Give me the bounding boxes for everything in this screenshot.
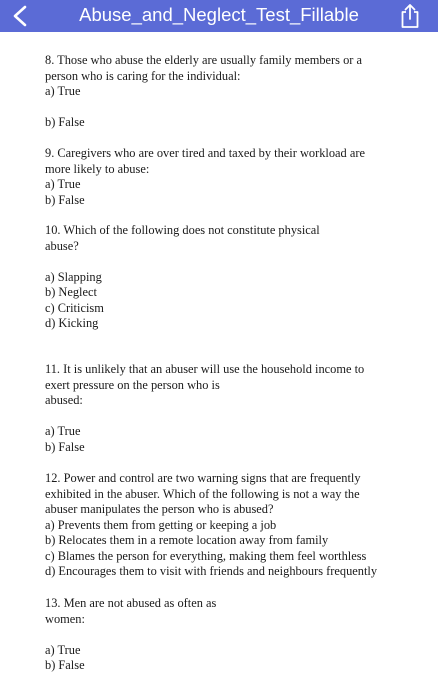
question-12-line-1: 12. Power and control are two warning signs that are frequently [45,471,361,485]
question-12-option-a: a) Prevents them from getting or keeping a job [45,517,277,532]
pdf-document-page [0,32,438,700]
question-12-line-3: abuser manipulates the person who is abused? [45,502,274,516]
question-8-line-1: 8. Those who abuse the elderly are usually family members or a [45,53,363,67]
question-13-line-1: 13. Men are not abused as often as [45,596,217,610]
question-10-option-d: d) Kicking [45,316,99,330]
question-13-option-a: a) True [45,642,81,657]
question-11-option-b: b) False [45,439,85,454]
question-13 [45,596,398,674]
question-11-line-2: exert pressure on the person who is [45,377,220,392]
question-10-line-2: abuse? [45,238,79,253]
share-icon [398,3,422,29]
question-11-option-a: a) True [45,424,81,438]
question-10-option-b: b) Neglect [45,285,97,299]
question-8-option-b: b) False [45,115,85,129]
question-10-line-1: 10. Which of the following does not constitute physical [45,223,320,237]
question-10 [45,223,398,332]
question-13-line-2: women: [45,611,85,626]
question-9-option-a: a) True [45,177,81,191]
question-11-line-1: 11. It is unlikely that an abuser will use the household income to [45,362,365,376]
question-12-line-2: exhibited in the abuser. Which of the following is not a way the [45,486,360,501]
question-11-line-3: abused: [45,393,83,407]
question-9-line-1: 9. Caregivers who are over tired and taxed by their workload are [45,146,365,160]
question-9-line-2: more likely to abuse: [45,161,150,176]
question-12 [45,471,398,580]
question-13-option-b: b) False [45,658,85,672]
question-8-line-2: person who is caring for the individual: [45,68,241,83]
question-9-option-b: b) False [45,192,85,207]
question-10-option-a: a) Slapping [45,269,102,284]
question-12-option-c: c) Blames the person for everything, making them feel worthless [45,548,367,563]
question-9 [45,146,398,208]
question-8 [45,53,398,131]
question-11 [45,362,398,455]
question-12-option-b: b) Relocates them in a remote location away from family [45,533,329,547]
document-title: Abuse_and_Neglect_Test_Fillable [79,4,359,25]
share-button[interactable] [398,3,422,29]
question-12-option-d: d) Encourages them to visit with friends and neighbours frequently [45,564,378,578]
top-navigation-bar [0,0,438,32]
question-10-option-c: c) Criticism [45,300,104,315]
question-8-option-a: a) True [45,84,81,98]
